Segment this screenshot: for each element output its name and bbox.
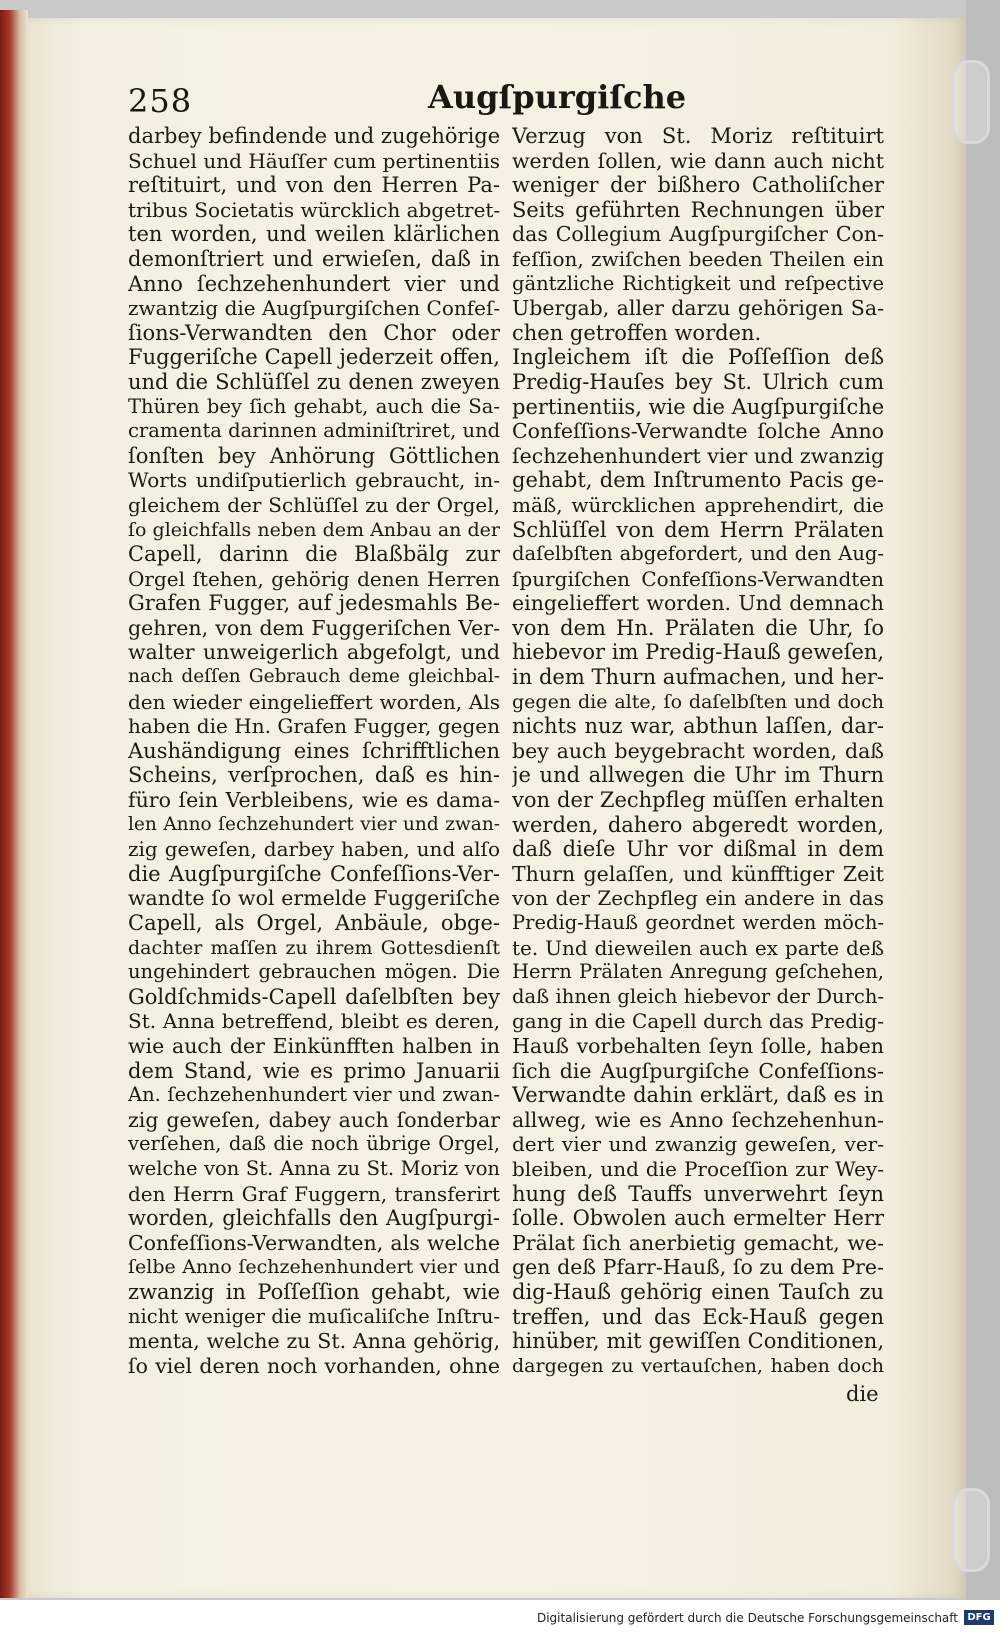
page-clip-bottom	[952, 1488, 990, 1572]
running-head: Augſpurgiſche	[428, 78, 687, 116]
text-line: wie auch der Einkünfften halben in	[128, 1033, 500, 1058]
text-line: gehabt, dem Inſtrumento Pacis ge-	[512, 468, 884, 493]
text-line: Hauß vorbehalten ſeyn ſolle, haben	[512, 1033, 884, 1058]
text-line: Goldſchmids-Capell daſelbſten bey	[128, 984, 500, 1009]
text-line: tribus Societatis würcklich abgetret-	[128, 197, 500, 222]
text-line: von der Zechpfleg ein andere in das	[512, 886, 884, 911]
text-line: zwanzig in Poſſeſſion gehabt, wie	[128, 1279, 500, 1304]
scanner-background	[966, 0, 1000, 1600]
text-line: den Herrn Graf Fuggern, transferirt	[128, 1181, 500, 1206]
text-line: Grafen Fugger, auf jedesmahls Be-	[128, 591, 500, 616]
text-line: chen getroffen worden.	[512, 320, 762, 345]
digitization-footer	[0, 1600, 1000, 1637]
text-line: Verzug von St. Moriz reſtituirt	[512, 124, 884, 148]
text-line: und die Schlüſſel zu denen zweyen	[128, 369, 500, 394]
text-line: len Anno ſechzehundert vier und zwan-	[128, 813, 500, 835]
text-line: Thüren bey ſich gehabt, auch die Sa-	[128, 394, 500, 418]
text-line: haben die Hn. Grafen Fugger, gegen	[128, 714, 500, 739]
text-line: nicht weniger die muſicaliſche Inſtru-	[128, 1304, 500, 1328]
text-line: in dem Thurn aufmachen, und her-	[512, 665, 884, 690]
text-line: dig-Hauß gehörig einen Tauſch zu	[512, 1279, 884, 1304]
text-line: hung deß Tauffs unverwehrt ſeyn	[512, 1181, 884, 1206]
text-line: Ingleichem iſt die Poſſeſſion deß	[512, 345, 884, 370]
text-line: von dem Hn. Prälaten die Uhr, ſo	[512, 615, 884, 640]
text-line: Prälat ſich anerbietig gemacht, we-	[512, 1230, 884, 1255]
text-line: Orgel ſtehen, gehörig denen Herren	[128, 566, 500, 591]
text-line: ſolle. Obwolen auch ermelter Herr	[512, 1206, 884, 1231]
text-line: ſions-Verwandten den Chor oder	[128, 320, 500, 345]
text-line: Scheins, verſprochen, daß es hin-	[128, 763, 500, 788]
text-line: eingelieffert worden. Und demnach	[512, 591, 884, 616]
text-line: gen deß Pfarr-Hauß, ſo zu dem Pre-	[512, 1255, 884, 1280]
text-line: hiebevor im Predig-Hauß geweſen,	[512, 640, 884, 665]
text-line: dachter maſſen zu ihrem Gottesdienſt	[128, 936, 500, 959]
text-line: feſſion, zwiſchen beeden Theilen ein	[512, 246, 884, 271]
text-line: treffen, und das Eck-Hauß gegen	[512, 1304, 884, 1329]
page-number: 258	[128, 82, 193, 120]
text-line: Anno ſechzehenhundert vier und	[128, 271, 500, 296]
text-line: Worts undiſputierlich gebraucht, in-	[128, 468, 500, 493]
text-line: demonſtriert und erwieſen, daß in	[128, 246, 500, 271]
text-line: gleichem der Schlüſſel zu der Orgel,	[128, 492, 500, 517]
text-line: nichts nuz war, abthun laſſen, dar-	[512, 714, 884, 739]
text-line: bey auch beygebracht worden, daß	[512, 738, 884, 763]
text-line: verſehen, daß die noch übrige Orgel,	[128, 1132, 500, 1156]
text-line: ten worden, und weilen klärlichen	[128, 222, 500, 247]
text-line: gang in die Capell durch das Predig-	[512, 1009, 884, 1034]
text-line: dem Stand, wie es primo Januarii	[128, 1058, 500, 1083]
text-line: ſelbe Anno ſechzehenhundert vier und	[128, 1256, 500, 1279]
text-line: te. Und dieweilen auch ex parte deß	[512, 935, 884, 960]
text-line: allweg, wie es Anno ſechzehenhun-	[512, 1107, 884, 1132]
catchword: die	[846, 1382, 879, 1406]
text-line: An. ſechzehenhundert vier und zwan-	[128, 1083, 500, 1107]
text-line: Seits geführten Rechnungen über	[512, 197, 884, 222]
text-line: daß dieſe Uhr vor dißmal in dem	[512, 837, 884, 862]
text-line: St. Anna betreffend, bleibt es deren,	[128, 1009, 500, 1034]
text-line: Predig-Hauß geordnet werden möch-	[512, 911, 884, 934]
text-line: menta, welche zu St. Anna gehörig,	[128, 1329, 500, 1354]
text-line: werden ſollen, wie dann auch nicht	[512, 148, 884, 173]
text-line: werden, dahero abgeredt worden,	[512, 812, 884, 837]
text-line: Confeſſions-Verwandte ſolche Anno	[512, 419, 884, 444]
text-line: gegen die alte, ſo daſelbſten und doch	[512, 690, 884, 713]
text-line: den wieder eingelieffert worden, Als	[128, 689, 500, 714]
text-line: walter unweigerlich abgefolgt, und	[128, 640, 500, 665]
text-line: zig geweſen, darbey haben, und alſo	[128, 837, 500, 862]
text-line: pertinentiis, wie die Augſpurgiſche	[512, 394, 884, 419]
text-line: je und allwegen die Uhr im Thurn	[512, 763, 884, 788]
text-line: ſpurgiſchen Confeſſions-Verwandten	[512, 566, 884, 591]
text-line: wandte ſo wol ermelde Fuggeriſche	[128, 886, 500, 911]
text-line: daß ihnen gleich hiebevor der Durch-	[512, 984, 884, 1008]
text-line: daſelbſten abgefordert, und den Aug-	[512, 542, 884, 566]
text-line: Herrn Prälaten Anregung geſchehen,	[512, 960, 884, 984]
right-text-column	[512, 124, 884, 1378]
text-line: Thurn gelaſſen, und künfftiger Zeit	[512, 861, 884, 886]
text-line: zig geweſen, dabey auch ſonderbar	[128, 1107, 500, 1132]
text-line: weniger der bißhero Catholiſcher	[512, 173, 884, 198]
page-clip-top	[952, 60, 990, 144]
text-line: füro ſein Verbleibens, wie es dama-	[128, 788, 500, 813]
text-line: mäß, würcklichen apprehendirt, die	[512, 492, 884, 517]
book-edge	[0, 10, 28, 1598]
text-line: ſo gleichfalls neben dem Anbau an der	[128, 518, 500, 541]
text-line: Verwandte dahin erklärt, daß es in	[512, 1083, 884, 1108]
text-line: dargegen zu vertauſchen, haben doch	[512, 1354, 884, 1377]
text-line: Ubergab, aller darzu gehörigen Sa-	[512, 296, 884, 321]
text-line: Predig-Hauſes bey St. Ulrich cum	[512, 369, 884, 394]
text-line: Schlüſſel von dem Herrn Prälaten	[512, 517, 884, 542]
text-line: cramenta darinnen adminiſtriret, und	[128, 419, 500, 443]
text-line: gehren, von dem Fuggeriſchen Ver-	[128, 615, 500, 640]
text-line: das Collegium Augſpurgiſcher Con-	[512, 222, 884, 247]
text-line: die Augſpurgiſche Confeſſions-Ver-	[128, 861, 500, 886]
text-line: dert vier und zwanzig geweſen, ver-	[512, 1132, 884, 1157]
text-line: welche von St. Anna zu St. Moriz von	[128, 1156, 500, 1180]
text-line: reſtituirt, und von den Herren Pa-	[128, 173, 500, 198]
text-line: bleiben, und die Proceſſion zur Wey-	[512, 1156, 884, 1181]
text-line: ungehindert gebrauchen mögen. Die	[128, 960, 500, 984]
text-line: worden, gleichfalls den Augſpurgi-	[128, 1206, 500, 1231]
text-line: darbey befindende und zugehörige	[128, 124, 500, 148]
text-line: ſechzehenhundert vier und zwanzig	[512, 443, 884, 468]
text-line: nach deſſen Gebrauch deme gleichbal-	[128, 666, 500, 688]
text-line: Capell, als Orgel, Anbäule, obge-	[128, 911, 500, 935]
text-line: Capell, darinn die Blaßbälg zur	[128, 542, 500, 567]
text-line: hinüber, mit gewiſſen Conditionen,	[512, 1329, 884, 1354]
text-line: ſonſten bey Anhörung Göttlichen	[128, 443, 500, 468]
text-line: ſich die Augſpurgiſche Confeſſions-	[512, 1058, 884, 1083]
text-line: zwantzig die Augſpurgiſchen Confeſ-	[128, 296, 500, 321]
text-line: ſo viel deren noch vorhanden, ohne	[128, 1353, 500, 1378]
dfg-logo: DFG	[964, 1610, 994, 1625]
text-line: Fuggeriſche Capell jederzeit offen,	[128, 345, 500, 370]
text-line: von der Zechpfleg müſſen erhalten	[512, 788, 884, 813]
text-line: Confeſſions-Verwandten, als welche	[128, 1230, 500, 1255]
left-text-column	[128, 124, 500, 1378]
text-line: Schuel und Häuſſer cum pertinentiis	[128, 148, 500, 173]
footer-credit: Digitalisierung gefördert durch die Deutsche Forschungsgemeinschaft	[536, 1611, 958, 1625]
text-line: gäntzliche Richtigkeit und reſpective	[512, 271, 884, 295]
text-line: Aushändigung eines ſchrifftlichen	[128, 738, 500, 763]
